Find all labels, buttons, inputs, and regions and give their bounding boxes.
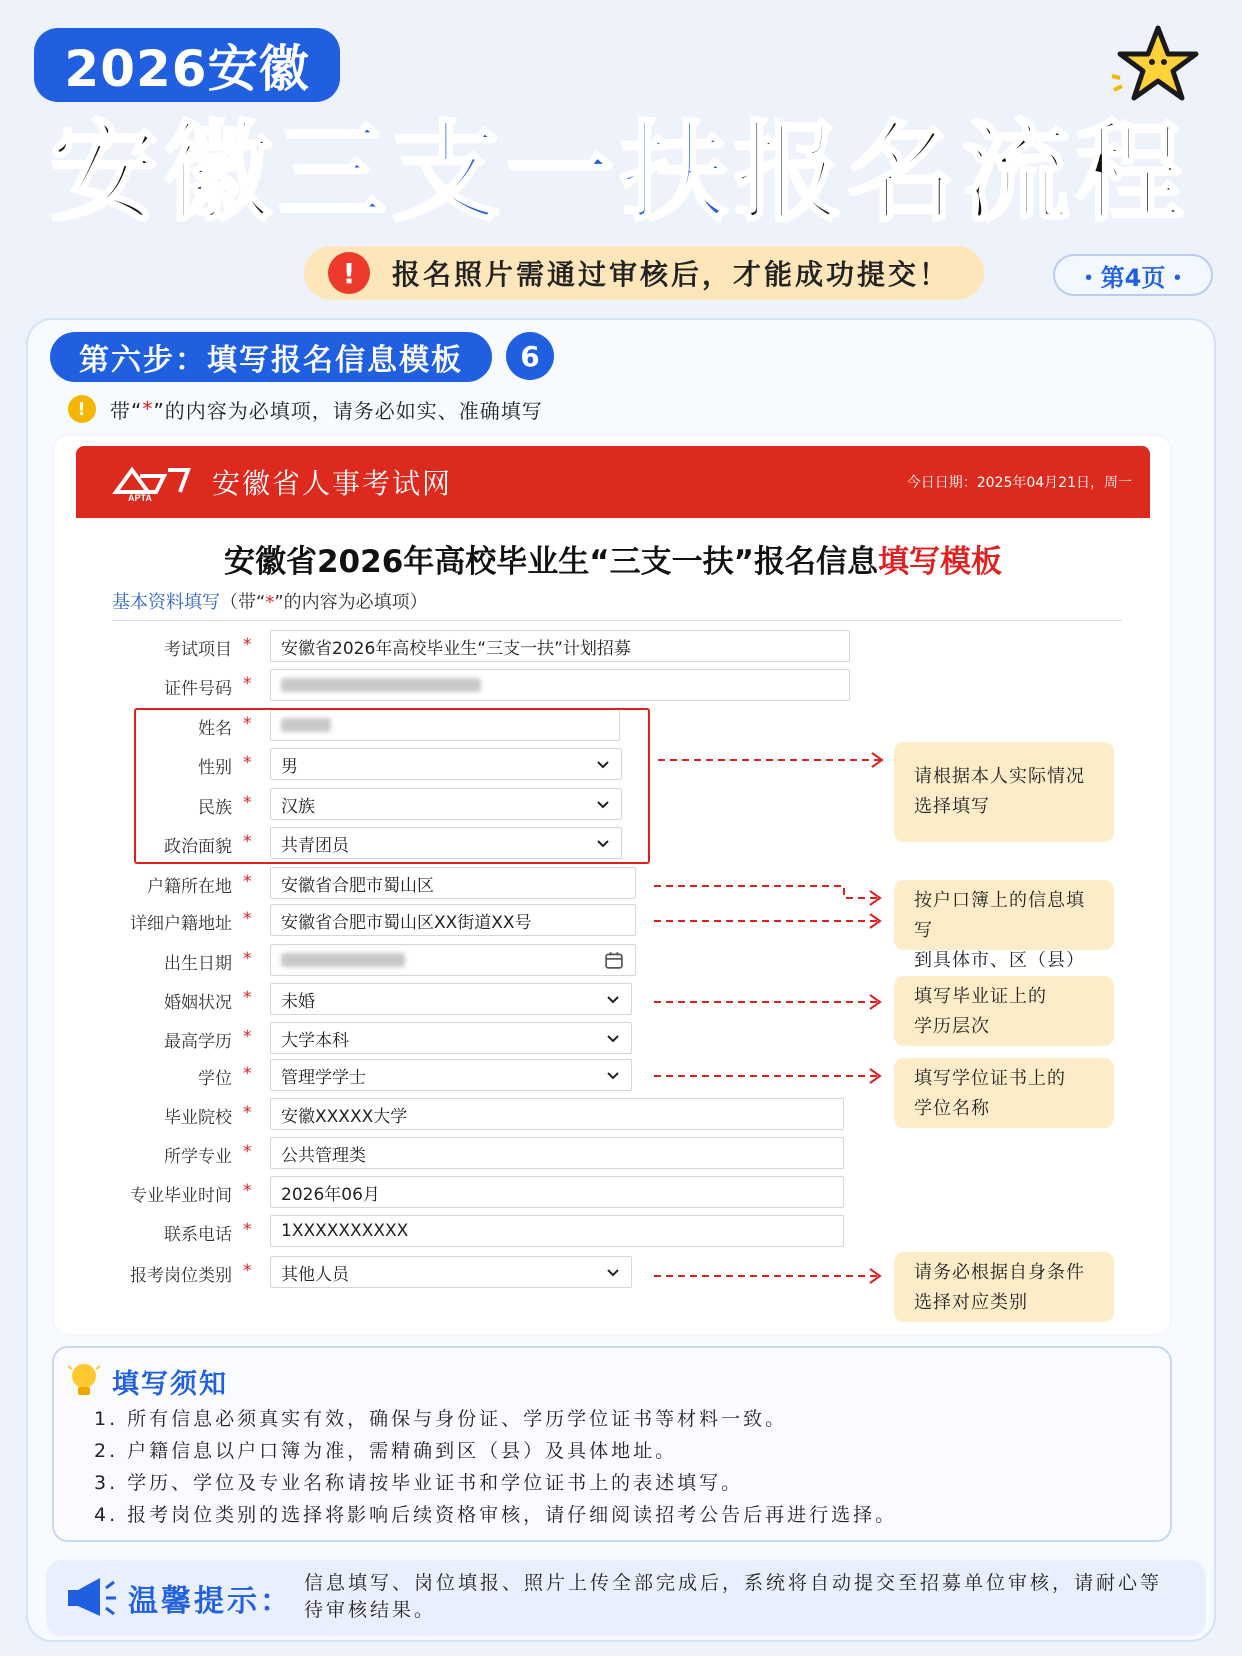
tip-line: 填写毕业证上的 (914, 986, 1047, 1007)
birth-date-input[interactable] (270, 944, 636, 976)
star-icon (1110, 20, 1200, 110)
required-star: * (243, 1027, 252, 1047)
tip-line: 学历层次 (914, 1016, 990, 1037)
section-note-suffix: ”的内容为必填项） (274, 592, 428, 613)
ethnicity-label: 民族 (198, 798, 232, 818)
tip-line: 按户口簿上的信息填写 (914, 890, 1085, 941)
warning-icon: ! (68, 395, 96, 423)
required-star: * (243, 1261, 252, 1281)
required-star: * (142, 397, 154, 421)
site-header (76, 446, 1150, 518)
household-location-input[interactable] (270, 867, 636, 899)
megaphone-icon (64, 1570, 118, 1624)
major-value: 公共管理类 (281, 1145, 366, 1166)
title-part3: 报名流程 (734, 111, 1191, 236)
degree-select[interactable] (270, 1059, 632, 1091)
tip-line: 到具体市、区（县） (914, 950, 1085, 971)
required-note (68, 394, 543, 424)
degree-value: 管理学学士 (281, 1067, 366, 1088)
household-address-input[interactable] (270, 904, 636, 936)
required-star: * (243, 714, 252, 734)
birth-date-label: 出生日期 (164, 954, 232, 974)
required-star: * (243, 1220, 252, 1240)
phone-value: 1XXXXXXXXXX (281, 1221, 409, 1241)
id-number-input[interactable] (270, 669, 850, 701)
required-star: * (243, 949, 252, 969)
section-note-star: * (265, 592, 275, 613)
position-category-value: 其他人员 (281, 1264, 349, 1285)
tip-line: 请根据本人实际情况 (914, 766, 1085, 787)
section-label-text: 基本资料填写 (112, 592, 220, 613)
required-star: * (243, 793, 252, 813)
gender-label: 性别 (198, 758, 232, 778)
notice-text: 报名照片需通过审核后，才能成功提交！ (392, 258, 951, 291)
school-label: 毕业院校 (164, 1108, 232, 1128)
redacted-value (281, 953, 405, 967)
form-title-highlight: 填写模板 (878, 544, 1003, 580)
chevron-down-icon[interactable] (607, 1266, 619, 1278)
marital-status-select[interactable] (270, 983, 632, 1015)
household-location-value: 安徽省合肥市蜀山区 (281, 875, 434, 896)
chevron-down-icon[interactable] (607, 1069, 619, 1081)
page-title (50, 110, 1210, 238)
chevron-down-icon[interactable] (607, 1032, 619, 1044)
graduation-date-label: 专业毕业时间 (130, 1186, 232, 1206)
id-number-label: 证件号码 (164, 679, 232, 699)
required-star: * (243, 872, 252, 892)
tip-card (894, 742, 1114, 842)
arrow-right-icon (654, 992, 890, 1012)
education-label: 最高学历 (164, 1032, 232, 1052)
form-title (76, 536, 1150, 581)
education-value: 大学本科 (281, 1030, 349, 1051)
apta-logo-icon (112, 462, 192, 502)
title-part2: 三支一扶 (278, 111, 735, 236)
school-value: 安徽XXXXX大学 (281, 1106, 408, 1127)
year-badge: 2026安徽 (34, 28, 340, 102)
note-item: 2. 户籍信息以户口簿为准，需精确到区（县）及具体地址。 (94, 1440, 678, 1462)
highlight-box (134, 708, 650, 864)
position-category-label: 报考岗位类别 (130, 1266, 232, 1286)
graduation-date-value: 2026年06月 (281, 1184, 380, 1205)
required-star: * (243, 832, 252, 852)
degree-label: 学位 (198, 1069, 232, 1089)
required-star: * (243, 1142, 252, 1162)
gender-value: 男 (281, 756, 298, 777)
tip-card (894, 880, 1114, 971)
warm-tip-text: 信息填写、岗位填报、照片上传全部完成后，系统将自动提交至招募单位审核，请耐心等待审核结果。 (304, 1572, 1163, 1621)
position-category-select[interactable] (270, 1256, 632, 1288)
major-label: 所学专业 (164, 1147, 232, 1167)
tip-card (894, 1252, 1114, 1322)
site-name: 安徽省人事考试网 (212, 467, 453, 500)
ethnicity-value: 汉族 (281, 796, 315, 817)
required-note-prefix: 带“ (110, 398, 143, 423)
arrow-right-icon (658, 750, 890, 770)
section-note-prefix: （带“ (220, 592, 266, 613)
required-star: * (243, 1181, 252, 1201)
exam-project-input[interactable] (270, 630, 850, 662)
household-location-label: 户籍所在地 (147, 877, 232, 897)
tip-line: 选择填写 (914, 796, 990, 817)
name-label: 姓名 (198, 719, 232, 739)
chevron-down-icon[interactable] (607, 993, 619, 1005)
household-address-label: 详细户籍地址 (130, 914, 232, 934)
site-date: 今日日期：2025年04月21日，周一 (906, 475, 1132, 491)
required-star: * (243, 674, 252, 694)
step-label: 第六步：填写报名信息模板 (50, 332, 492, 382)
graduation-date-input[interactable] (270, 1176, 844, 1208)
phone-label: 联系电话 (164, 1225, 232, 1245)
required-note-suffix: ”的内容为必填项，请务必如实、准确填写 (153, 398, 543, 423)
tip-card (894, 976, 1114, 1046)
political-status-label: 政治面貌 (164, 837, 232, 857)
lightbulb-icon (66, 1360, 102, 1402)
marital-status-value: 未婚 (281, 991, 315, 1012)
marital-status-label: 婚姻状况 (164, 993, 232, 1013)
calendar-icon[interactable] (605, 951, 623, 969)
arrow-right-icon (654, 911, 890, 931)
tip-card (894, 1058, 1114, 1128)
section-divider (112, 620, 1122, 621)
title-part1: 安徽 (50, 111, 279, 236)
arrow-right-icon (654, 1266, 890, 1286)
political-status-value: 共青团员 (281, 835, 349, 856)
step-number-badge: 6 (506, 332, 554, 380)
section-label (112, 588, 428, 614)
page-indicator: ・第4页・ (1053, 254, 1213, 296)
note-item: 4. 报考岗位类别的选择将影响后续资格审核，请仔细阅读招考公告后再进行选择。 (94, 1504, 898, 1526)
required-star: * (243, 1064, 252, 1084)
required-star: * (243, 635, 252, 655)
tip-line: 填写学位证书上的 (914, 1068, 1066, 1089)
tip-line: 选择对应类别 (914, 1292, 1028, 1313)
education-select[interactable] (270, 1022, 632, 1054)
tip-line: 学位名称 (914, 1098, 990, 1119)
alert-icon: ! (328, 252, 370, 294)
redacted-value (281, 678, 481, 692)
required-star: * (243, 753, 252, 773)
required-star: * (243, 988, 252, 1008)
exam-project-value: 安徽省2026年高校毕业生“三支一扶”计划招募 (281, 638, 631, 659)
school-input[interactable] (270, 1098, 844, 1130)
major-input[interactable] (270, 1137, 844, 1169)
note-item: 1. 所有信息必须真实有效，确保与身份证、学历学位证书等材料一致。 (94, 1408, 788, 1430)
note-item: 3. 学历、学位及专业名称请按毕业证书和学位证书上的表述填写。 (94, 1472, 744, 1494)
tip-line: 请务必根据自身条件 (914, 1262, 1085, 1283)
form-title-main: 安徽省2026年高校毕业生“三支一扶”报名信息 (223, 544, 879, 580)
arrow-right-icon (654, 1066, 890, 1086)
notice-banner (304, 246, 984, 300)
household-address-value: 安徽省合肥市蜀山区XX街道XX号 (281, 912, 532, 933)
phone-input[interactable] (270, 1215, 844, 1247)
required-star: * (243, 909, 252, 929)
exam-project-label: 考试项目 (164, 640, 232, 660)
notes-title: 填写须知 (112, 1369, 228, 1400)
logo-text: APTA (128, 493, 152, 502)
warm-tip-title: 温馨提示： (128, 1584, 293, 1619)
required-star: * (243, 1103, 252, 1123)
